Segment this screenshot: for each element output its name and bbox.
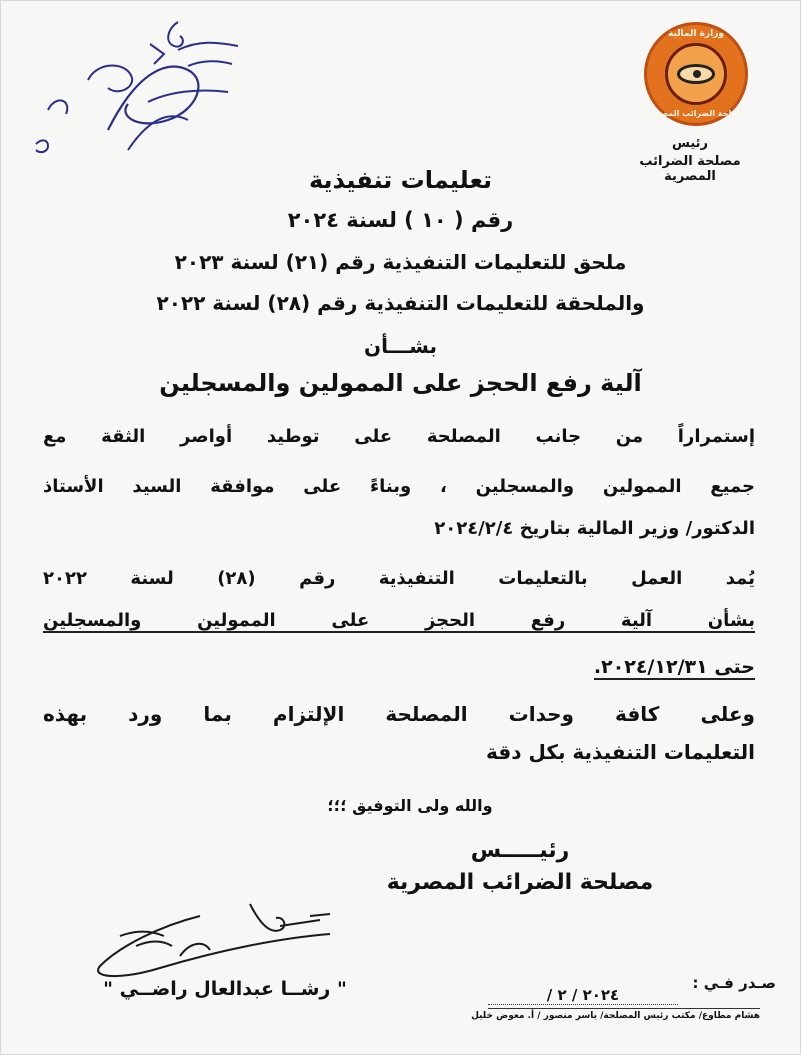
body-p1-line3: الدكتور/ وزير المالية بتاريخ ٢٠٢٤/٢/٤ <box>434 518 755 539</box>
body-p3-line2: التعليمات التنفيذية بكل دقة <box>486 740 755 764</box>
issued-date: ٢٠٢٤ / ٢ / <box>488 986 678 1005</box>
handwritten-annotation <box>28 10 268 170</box>
body-p1-line2: جميع الممولين والمسجلين ، وبناءً على موافقة السيد الأستاذ <box>43 476 755 497</box>
header-title-line2: مصلحة الضرائب المصرية <box>639 154 741 184</box>
signature-title-1: رئيـــــس <box>470 838 570 863</box>
document-number: رقم ( ١٠ ) لسنة ٢٠٢٤ <box>287 208 514 232</box>
supplement-line-1: ملحق للتعليمات التنفيذية رقم (٢١) لسنة ٢٠٢٣ <box>174 250 627 274</box>
body-p2-line2: بشأن آلية رفع الحجز على الممولين والمسجلين <box>43 610 755 631</box>
signatory-name: " رشــا عبدالعال راضــي " <box>103 978 347 1000</box>
body-p1-line1: إستمراراً من جانب المصلحة على توطيد أواصر الثقة مع <box>43 426 755 447</box>
closing-text: والله ولى التوفيق ؛؛؛ <box>327 796 493 815</box>
signature-title-2: مصلحة الضرائب المصرية <box>386 870 654 895</box>
logo-bottom-text: مصلحة الضرائب المصرية <box>647 109 745 118</box>
body-p2-line3: حتى ٢٠٢٤/١٢/٣١. <box>593 656 755 678</box>
issued-label: صـدر فـي : <box>692 974 776 992</box>
logo-top-text: وزارة المالية <box>668 29 724 39</box>
handwritten-signature <box>80 896 380 986</box>
supplement-line-2: والملحقة للتعليمات التنفيذية رقم (٢٨) لسنة ٢٠٢٢ <box>156 291 645 315</box>
regarding-label: بشـــأن <box>364 334 437 358</box>
eye-icon <box>677 64 715 84</box>
document-title: تعليمات تنفيذية <box>308 166 493 194</box>
body-p2-line1: يُمد العمل بالتعليمات التنفيذية رقم (٢٨) لسنة ٢٠٢٢ <box>43 568 755 589</box>
logo-emblem <box>665 43 727 105</box>
body-p3-line1: وعلى كافة وحدات المصلحة الإلتزام بما ورد بهذه <box>43 702 755 726</box>
header-title-line1: رئيس <box>671 136 709 151</box>
footer-credits: هشام مطاوع/ مكتب رئيس المصلحة/ ياسر منصور / أ. معوض خليل <box>488 1008 760 1021</box>
document-subject: آلية رفع الحجز على الممولين والمسجلين <box>159 369 642 397</box>
ministry-logo <box>644 22 748 126</box>
